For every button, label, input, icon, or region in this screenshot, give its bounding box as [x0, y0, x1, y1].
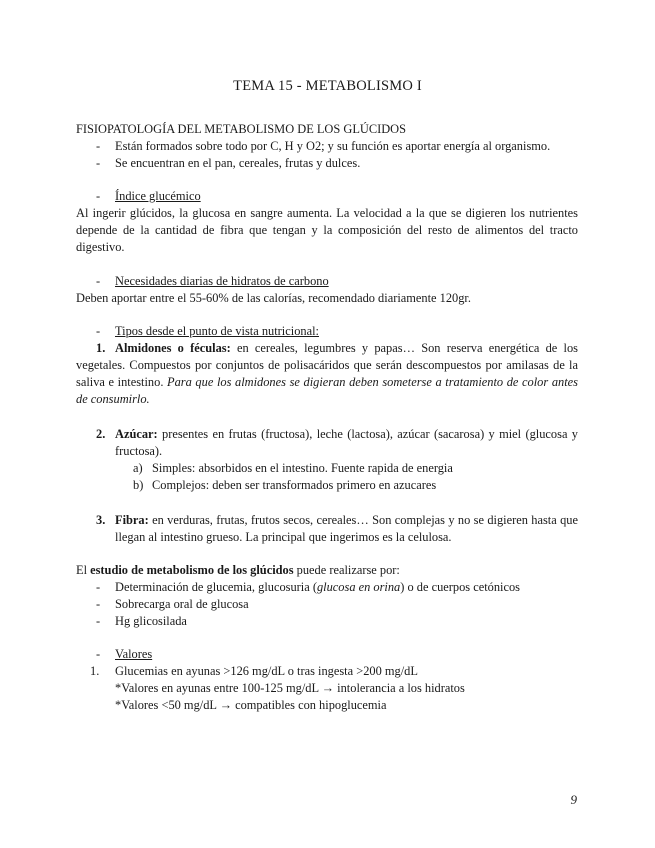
tipos-item-1-note: Para que los almidones se digieran deben someterse a tratamiento de color antes de consumirlo. — [76, 375, 578, 406]
bullet-dash: - — [96, 156, 101, 170]
page-number: 9 — [570, 792, 577, 807]
tipos-item-2-term: Azúcar: — [115, 427, 158, 441]
tipos-item-3-term: Fibra: — [115, 513, 149, 527]
tipos-item-2-number: 2. — [96, 427, 106, 441]
tipos-item-1-text: en cereales, legumbres y papas… Son reserva energética de los vegetales. Compuestos por conjuntos de polisacáridos que serán descompuestos por amilasas de la saliva e intestino. — [76, 341, 578, 389]
estudio-bullet-1-pre: Determinación de glucemia, glucosuria ( — [115, 580, 317, 594]
bullet-dash: - — [96, 274, 101, 288]
intro-bullet-2: Se encuentran en el pan, cereales, frutas y dulces. — [115, 156, 361, 170]
estudio-pre: El — [76, 563, 91, 577]
estudio-term: estudio de metabolismo de los glúcidos — [90, 563, 294, 577]
tipos-item-2-text: presentes en frutas (fructosa), leche (lactosa), azúcar (sacarosa) y miel (glucosa y fructosa). — [115, 427, 578, 458]
tipos-item-2 — [115, 426, 578, 460]
valores-line-2: *Valores en ayunas entre 100-125 mg/dL → intolerancia a los hidratos — [115, 681, 465, 695]
sub-item-a-marker: a) — [133, 461, 143, 475]
sub-item-b: Complejos: deben ser transformados primero en azucares — [152, 478, 437, 492]
bullet-dash: - — [96, 139, 101, 153]
indice-paragraph: Al ingerir glúcidos, la glucosa en sangre aumenta. La velocidad a la que se digieren los nutrientes depende de la cantidad de fibra que tengan y la composición del resto de alimentos del tracto digestivo. — [76, 206, 578, 254]
valores-line-1: Glucemias en ayunas >126 mg/dL o tras ingesta >200 mg/dL — [115, 664, 418, 678]
valores-heading: Valores — [115, 647, 153, 661]
tipos-item-1-number: 1. — [96, 341, 106, 355]
tipos-item-3-number: 3. — [96, 513, 106, 527]
estudio-bullet-1 — [115, 579, 520, 596]
tipos-item-1-term: Almidones o féculas: — [115, 341, 231, 355]
bullet-dash: - — [96, 597, 101, 611]
necesidades-heading: Necesidades diarias de hidratos de carbono — [115, 274, 329, 288]
estudio-bullet-2: Sobrecarga oral de glucosa — [115, 597, 249, 611]
bullet-dash: - — [96, 614, 101, 628]
valores-line-3: *Valores <50 mg/dL → compatibles con hipoglucemia — [115, 698, 387, 712]
necesidades-paragraph: Deben aportar entre el 55-60% de las calorías, recomendado diariamente 120gr. — [76, 291, 471, 305]
page-title: TEMA 15 - METABOLISMO I — [233, 78, 422, 94]
sub-item-b-marker: b) — [133, 478, 144, 492]
tipos-item-3 — [115, 512, 578, 546]
sub-item-a: Simples: absorbidos en el intestino. Fuente rapida de energia — [152, 461, 453, 475]
bullet-dash: - — [96, 324, 101, 338]
tipos-item-3-text: en verduras, frutas, frutos secos, cereales… Son complejas y no se digieren hasta que llegan al intestino grueso. La principal que ingerimos es la celulosa. — [115, 513, 578, 544]
estudio-bullet-3: Hg glicosilada — [115, 614, 187, 628]
intro-bullet-1: Están formados sobre todo por C, H y O2; y su función es aportar energía al organismo. — [115, 139, 551, 153]
tipos-item-1 — [76, 340, 578, 408]
bullet-dash: - — [96, 647, 101, 661]
estudio-bullet-1-italic: glucosa en orina — [316, 580, 401, 594]
section-heading: FISIOPATOLOGÍA DEL METABOLISMO DE LOS GLÚCIDOS — [76, 122, 407, 136]
tipos-heading: Tipos desde el punto de vista nutricional: — [115, 324, 319, 338]
estudio-post: puede realizarse por: — [293, 563, 400, 577]
bullet-dash: - — [96, 189, 101, 203]
bullet-dash: - — [96, 580, 101, 594]
indice-heading: Índice glucémico — [115, 189, 201, 203]
estudio-intro — [76, 562, 578, 579]
valores-number: 1. — [90, 664, 100, 678]
estudio-bullet-1-post: ) o de cuerpos cetónicos — [400, 580, 520, 594]
